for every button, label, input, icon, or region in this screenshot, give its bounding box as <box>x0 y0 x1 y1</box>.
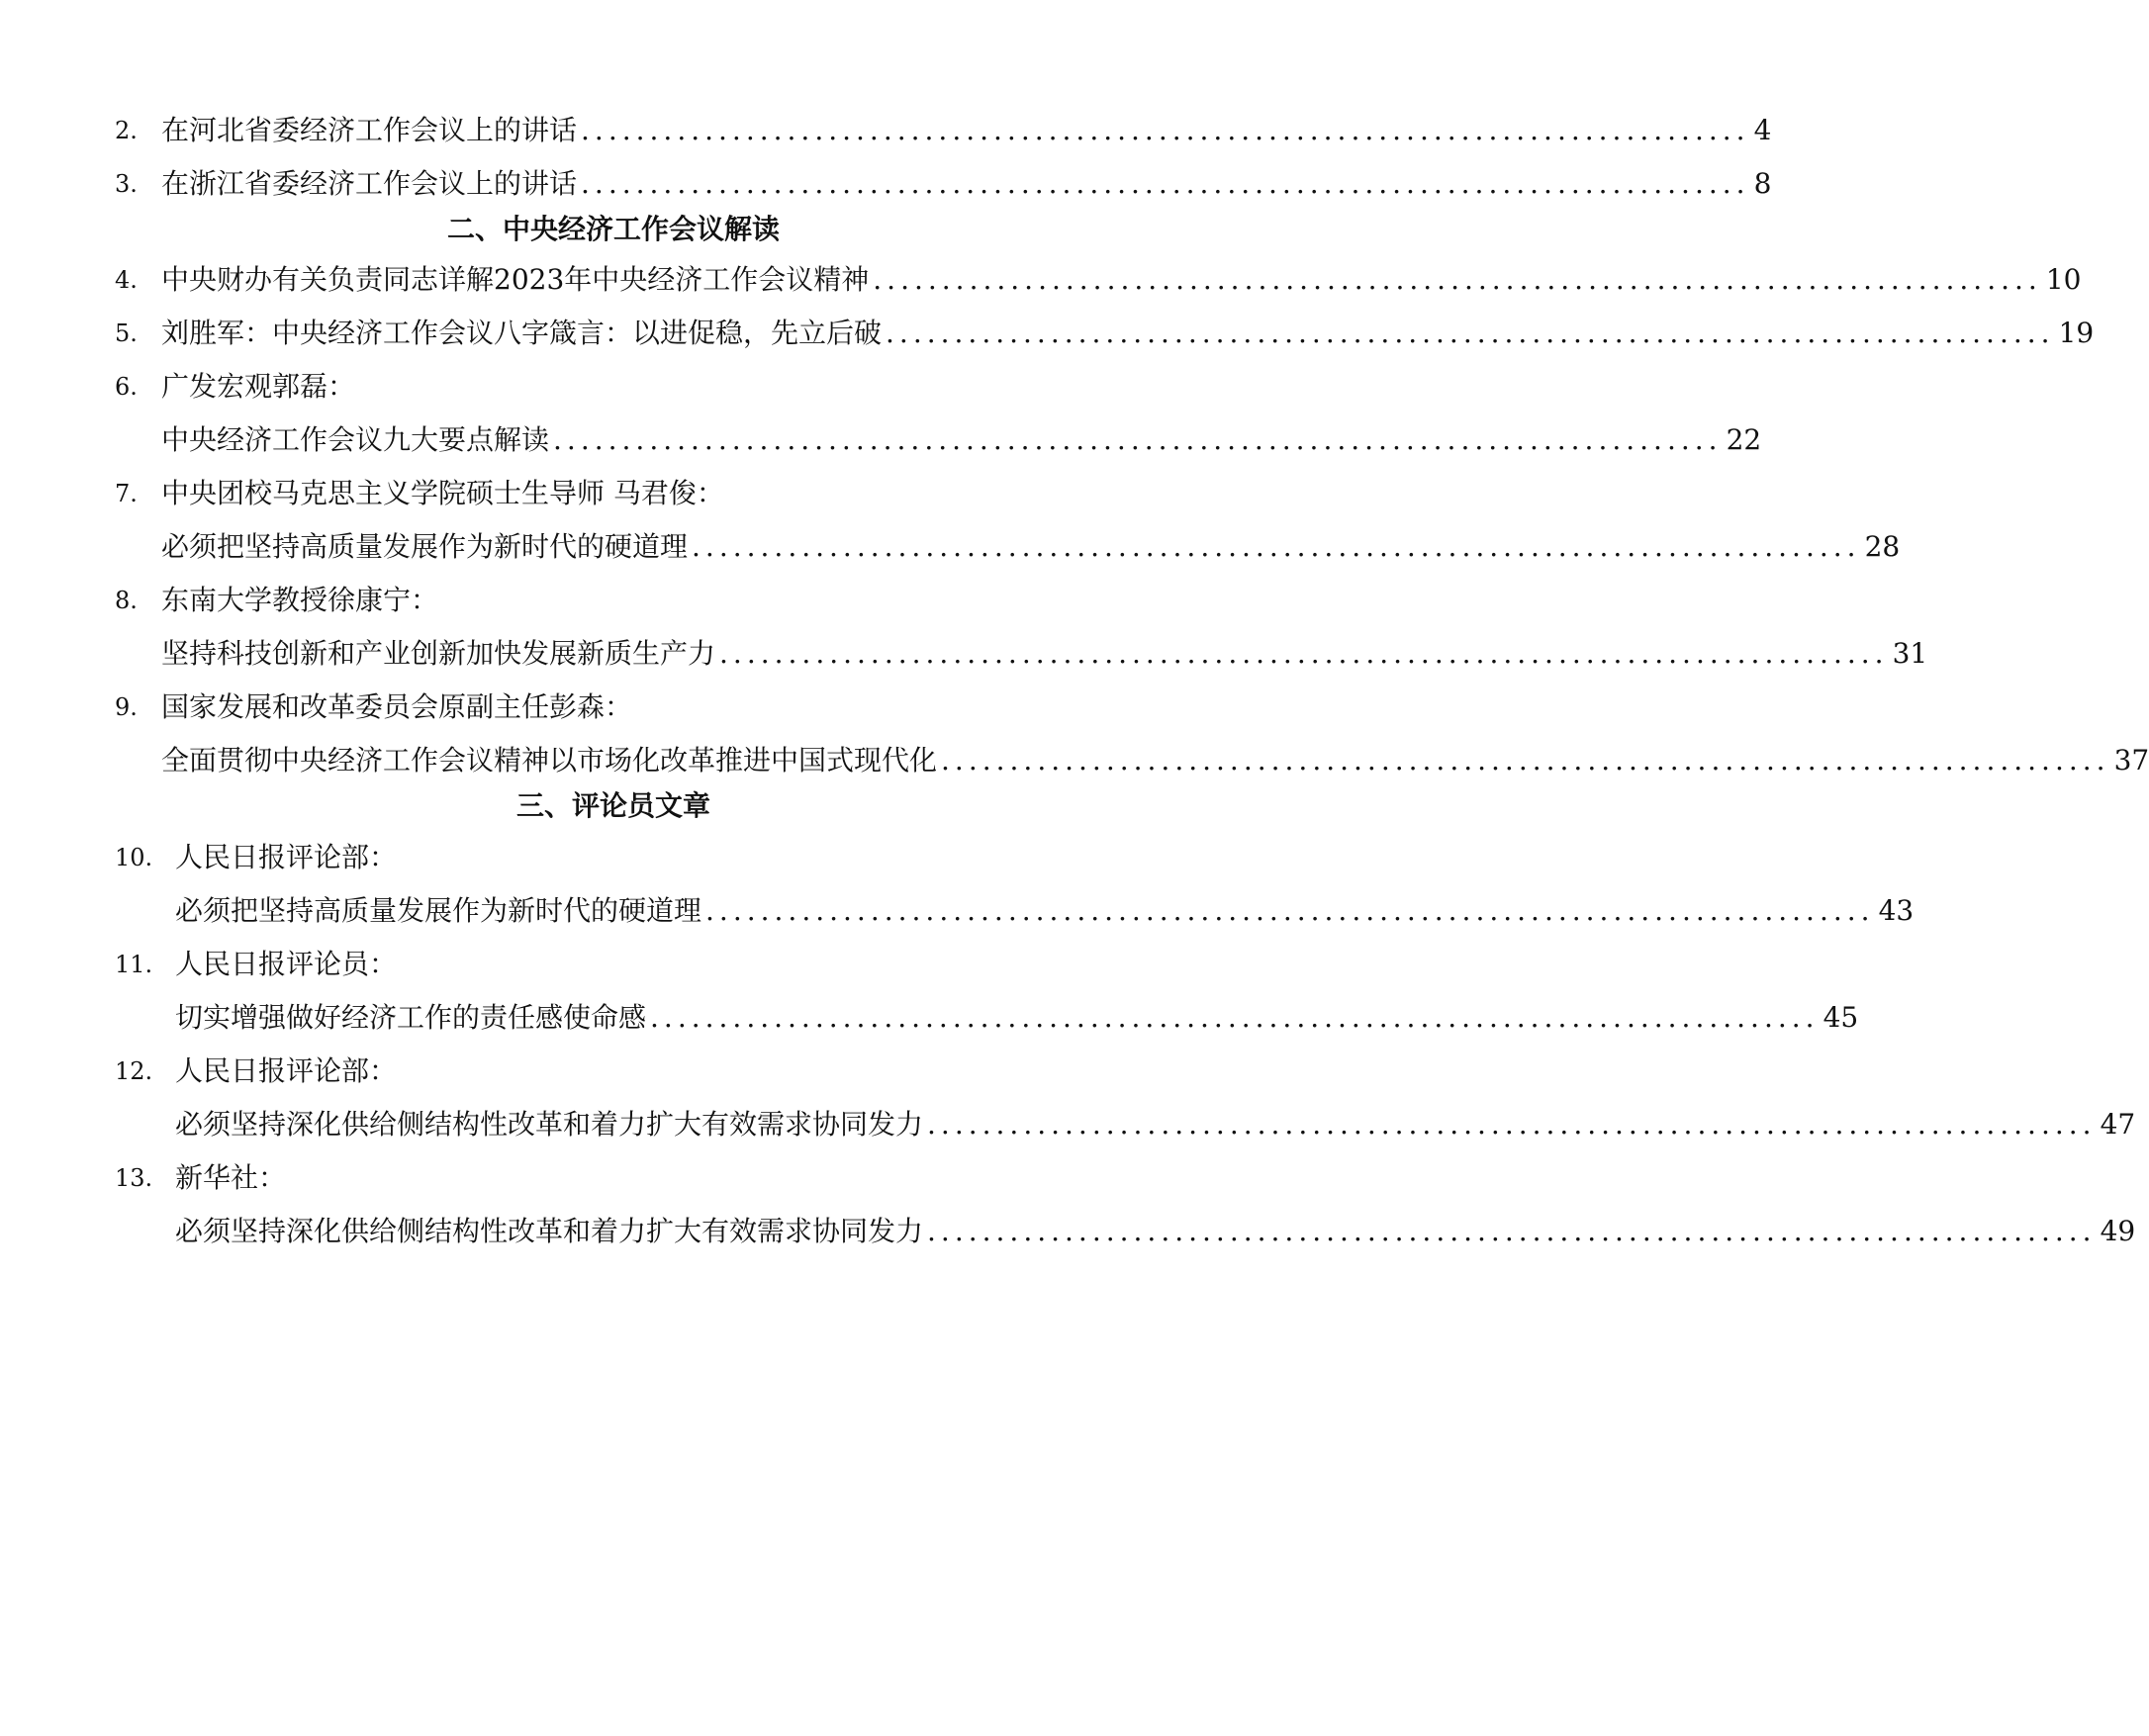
toc-entry-12-author <box>0 1048 1227 1095</box>
section-heading: 三、评论员文章 <box>515 789 710 822</box>
page-number: 49 <box>2100 1215 2136 1247</box>
entry-author: 新华社： <box>175 1161 287 1194</box>
toc-entry-11[interactable] <box>0 994 1859 1042</box>
page-number: 45 <box>1822 1001 1859 1034</box>
page-number: 4 <box>1753 114 1772 146</box>
page-number: 47 <box>2100 1108 2136 1141</box>
entry-author: 国家发展和改革委员会原副主任彭森： <box>161 690 633 723</box>
toc-entry-10-author <box>0 834 1227 881</box>
toc-entry-13[interactable] <box>0 1208 2136 1255</box>
entry-number: 10. <box>115 844 153 871</box>
page-number: 19 <box>2058 317 2095 349</box>
entry-title: 必须坚持深化供给侧结构性改革和着力扩大有效需求协同发力 <box>175 1215 924 1247</box>
entry-title: 坚持科技创新和产业创新加快发展新质生产力 <box>161 637 716 670</box>
toc-entry-12[interactable] <box>0 1101 2136 1148</box>
entry-number: 12. <box>115 1057 153 1085</box>
entry-number: 3. <box>115 170 138 198</box>
dot-leader: ..................................................................................... <box>581 114 1750 146</box>
dot-leader: ..................................................................................... <box>719 637 1889 670</box>
entry-number: 11. <box>115 951 153 978</box>
toc-entry-2[interactable] <box>0 107 1772 154</box>
entry-title: 刘胜军：中央经济工作会议八字箴言：以进促稳，先立后破 <box>161 317 883 349</box>
page-number: 43 <box>1878 894 1915 927</box>
toc-entry-10[interactable] <box>0 887 1915 935</box>
page-number: 37 <box>2113 744 2149 777</box>
entry-title: 必须坚持深化供给侧结构性改革和着力扩大有效需求协同发力 <box>175 1108 924 1141</box>
dot-leader: ..................................................................................... <box>553 423 1723 456</box>
dot-leader: ..................................................................................... <box>886 317 2055 349</box>
entry-number: 13. <box>115 1164 153 1192</box>
toc-entry-8-author <box>0 577 1227 624</box>
entry-author: 人民日报评论员： <box>175 948 398 980</box>
entry-author: 中央团校马克思主义学院硕士生导师 马君俊： <box>161 477 724 509</box>
dot-leader: ..................................................................................... <box>650 1001 1820 1034</box>
entry-title: 必须把坚持高质量发展作为新时代的硬道理 <box>161 530 689 563</box>
page-number: 28 <box>1864 530 1901 563</box>
entry-number: 9. <box>115 693 138 721</box>
entry-author: 广发宏观郭磊： <box>161 370 356 403</box>
toc-entry-9-author <box>0 684 1227 731</box>
toc-entry-13-author <box>0 1154 1227 1202</box>
page-number: 22 <box>1726 423 1762 456</box>
page-number: 31 <box>1892 637 1928 670</box>
dot-leader: ..................................................................................... <box>927 1215 2097 1247</box>
toc-entry-9[interactable] <box>0 737 2149 784</box>
entry-number: 5. <box>115 320 138 347</box>
entry-title: 中央经济工作会议九大要点解读 <box>161 423 550 456</box>
dot-leader: ..................................................................................... <box>873 263 2042 296</box>
dot-leader: ..................................................................................... <box>692 530 1861 563</box>
entry-number: 8. <box>115 587 138 614</box>
section-heading: 二、中央经济工作会议解读 <box>446 213 780 245</box>
toc-entry-6-author <box>0 363 1227 411</box>
entry-title: 在浙江省委经济工作会议上的讲话 <box>161 167 578 200</box>
entry-title: 中央财办有关负责同志详解2023年中央经济工作会议精神 <box>161 263 870 296</box>
entry-title: 必须把坚持高质量发展作为新时代的硬道理 <box>175 894 702 927</box>
toc-entry-11-author <box>0 941 1227 988</box>
entry-number: 6. <box>115 373 138 401</box>
dot-leader: ..................................................................................... <box>705 894 1875 927</box>
entry-author: 东南大学教授徐康宁： <box>161 584 439 616</box>
dot-leader: ..................................................................................... <box>927 1108 2097 1141</box>
toc-entry-5[interactable] <box>0 310 2095 357</box>
dot-leader: ..................................................................................... <box>581 167 1750 200</box>
entry-number: 2. <box>115 117 138 144</box>
entry-author: 人民日报评论部： <box>175 1054 398 1087</box>
entry-number: 4. <box>115 266 138 294</box>
page-number: 10 <box>2045 263 2082 296</box>
toc-entry-6[interactable] <box>0 416 1762 464</box>
entry-number: 7. <box>115 480 138 507</box>
toc-entry-7-author <box>0 470 1227 517</box>
entry-author: 人民日报评论部： <box>175 841 398 873</box>
entry-title: 全面贯彻中央经济工作会议精神以市场化改革推进中国式现代化 <box>161 744 938 777</box>
toc-entry-7[interactable] <box>0 523 1901 571</box>
entry-title: 在河北省委经济工作会议上的讲话 <box>161 114 578 146</box>
toc-entry-8[interactable] <box>0 630 1928 678</box>
toc-entry-4[interactable] <box>0 256 2082 304</box>
page-number: 8 <box>1753 167 1772 200</box>
toc-entry-3[interactable] <box>0 160 1772 208</box>
dot-leader: ..................................................................................... <box>941 744 2110 777</box>
entry-title: 切实增强做好经济工作的责任感使命感 <box>175 1001 647 1034</box>
